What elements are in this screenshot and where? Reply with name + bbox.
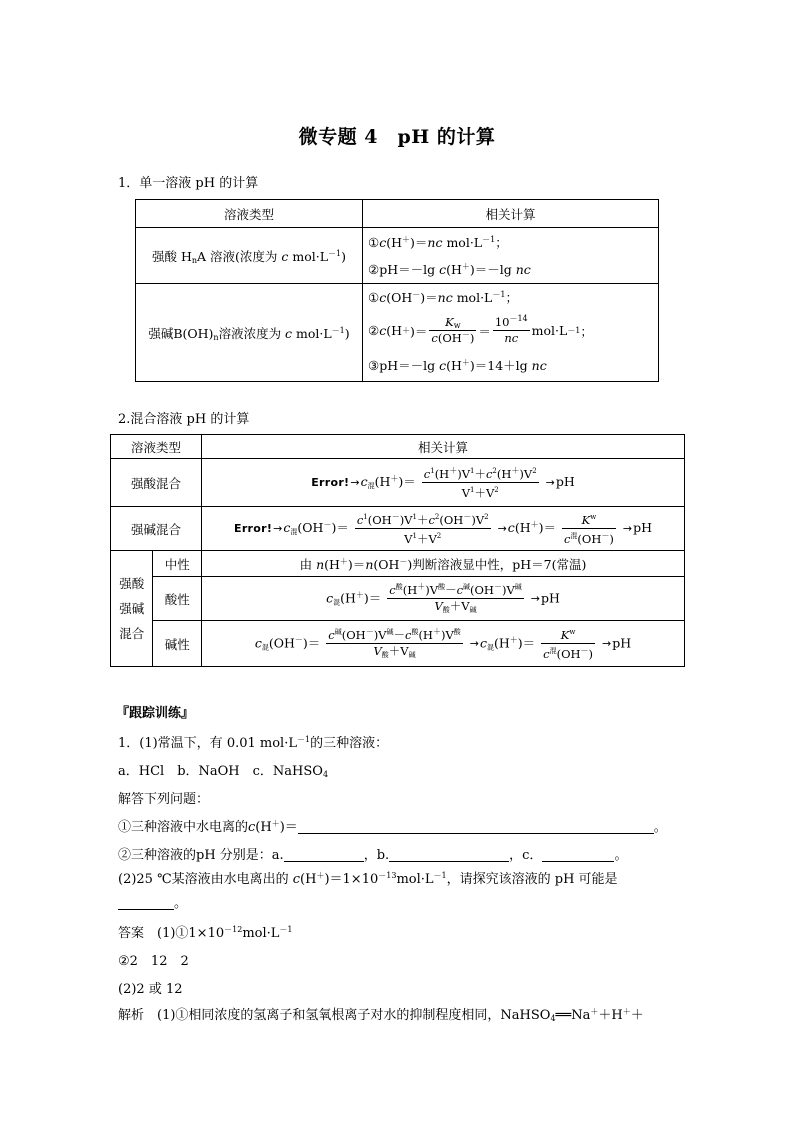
answer-line-2: ②2 12 2 [118, 954, 189, 969]
question-1-prompt: 解答下列问题： [118, 792, 210, 807]
answer-line-3: (2)2 或 12 [118, 982, 183, 997]
base-formula-1: ①c(OH－)＝nc $mol\cdot L^{-1}$； [368, 289, 518, 305]
base-formula-3: ③pH＝－lg c(H＋)＝14＋lg nc [368, 357, 547, 373]
neutral-row [111, 551, 685, 577]
basic-label: 碱性 [153, 621, 202, 667]
acidic-label: 酸性 [153, 577, 202, 621]
strong-acid-label: 强酸 $H_nA$ 溶液(浓度为 c $mol\cdot L^{-1}$) [136, 228, 363, 284]
answer-line-1: 答案 $(1)①1\times 10^{-12}mol\cdot L^{-1}$ [118, 925, 293, 941]
basic-row [111, 621, 685, 667]
table2-header-row [111, 435, 685, 459]
mixed-solution-table [110, 434, 685, 667]
ten-fraction: $\frac{10^{-14}}{nc}$ [494, 314, 528, 345]
analysis-line: 解析 (1)①相同浓度的氢离子和氢氧根离子对水的抑制程度相同，NaHSO$_4$══Na＋＋H＋＋ [118, 1007, 644, 1023]
strong-acid-mix-formula: Error!→c混(H＋)＝ $\frac{c^1(H^+)V^1+c^2(H^+)V^2}{V^1+V^2}$ →pH [202, 459, 685, 507]
question-1-options: a．HCl b．NaOH c．NaHSO$_4$ [118, 764, 329, 779]
question-1-intro: 1．(1)常温下，有 0.01 $mol\cdot L^{-1}$的三种溶液： [118, 735, 389, 751]
answer-blank-1[interactable] [298, 819, 654, 834]
base-formula-2: ② c (H ＋ )＝ $\frac{K_w}{c(OH^-)}$ ＝ $\frac{10^{-14}}{nc}$ mol·L －1 ； [368, 314, 593, 345]
acid-base-mix-group-label: 强酸 强碱 混合 [111, 551, 153, 667]
strong-base-row [136, 284, 659, 382]
answer-blank-b[interactable] [389, 847, 509, 862]
strong-acid-mix-row [111, 459, 685, 507]
section-2-heading: 2.混合溶液 pH 的计算 [118, 412, 250, 427]
question-1-part-3: (2)25 ℃某溶液由水电离出的 $c(H^+)=1\times 10^{-13}mol\cdot L^{-1}$，请探究该溶液的 pH 可能是 [118, 871, 618, 887]
question-1-part-2: ②三种溶液的pH 分别是：a. ，b. ，c． 。 [118, 848, 628, 863]
section-1-heading: 1．单一溶液 pH 的计算 [118, 176, 259, 191]
single-solution-table [135, 199, 659, 382]
strong-acid-row [136, 228, 659, 284]
answer-blank-c[interactable] [542, 847, 614, 862]
question-1-part-3-blank: 。 [118, 892, 187, 911]
neutral-formula: 由 n(H＋)＝n(OH－)判断溶液显中性，pH＝7(常温) [202, 551, 685, 577]
basic-kw-fraction: $\frac{K^w}{c^混(OH^-)}$ [541, 625, 595, 662]
base-mix-fraction: $\frac{c^1(OH^-)V^1+c^2(OH^-)V^2}{V^1+V^2}$ [356, 512, 489, 546]
acid-formula-2: ②pH＝－lg c(H＋)＝－lg nc [368, 261, 531, 277]
basic-formula: c混(OH－)＝ $\frac{c^碱(OH^-)V^碱-c^酸(H^+)V^酸}{\text{V酸＋V碱}}$ →c混(H＋)＝ $\frac{K^w}{c^混(OH^-)}$ →pH [202, 621, 685, 667]
strong-base-calc [363, 284, 659, 382]
header-related-calc: 相关计算 [363, 200, 659, 228]
strong-acid-mix-label: 强酸混合 [111, 459, 202, 507]
neutral-label: 中性 [153, 551, 202, 577]
page-title: 微专题 4 pH 的计算 [298, 126, 496, 148]
base-kw-fraction: $\frac{K^w}{c^混(OH^-)}$ [562, 510, 616, 547]
kw-fraction: $\frac{K_w}{c(OH^-)}$ [431, 315, 475, 345]
table-header-row [136, 200, 659, 228]
basic-fraction: $\frac{c^碱(OH^-)V^碱-c^酸(H^+)V^酸}{\text{V酸＋V碱}}$ [328, 626, 461, 659]
strong-base-mix-formula: Error!→c混(OH－)＝ $\frac{c^1(OH^-)V^1+c^2(OH^-)V^2}{V^1+V^2}$ →c(H＋)＝ $\frac{K^w}{c^混(OH^-)}$ →pH [202, 507, 685, 551]
strong-base-mix-label: 强碱混合 [111, 507, 202, 551]
table2-header-type: 溶液类型 [111, 435, 202, 459]
table2-header-calc: 相关计算 [202, 435, 685, 459]
header-solution-type: 溶液类型 [136, 200, 363, 228]
acid-mix-fraction: $\frac{c^1(H^+)V^1+c^2(H^+)V^2}{V^1+V^2}$ [423, 466, 537, 500]
answer-blank-a[interactable] [284, 847, 364, 862]
strong-base-label: 强碱$B(OH)_n$溶液浓度为 c $mol\cdot L^{-1}$) [136, 284, 363, 382]
acidic-fraction: $\frac{c^酸(H^+)V^酸-c^碱(OH^-)V^碱}{\text{V酸＋V碱}}$ [389, 581, 522, 614]
acidic-formula: c混(H＋)＝ $\frac{c^酸(H^+)V^酸-c^碱(OH^-)V^碱}{\text{V酸＋V碱}}$ →pH [202, 577, 685, 621]
question-1-part-1: ①三种溶液中水电离的c(H＋)＝ 。 [118, 819, 667, 835]
acid-formula-1: ①c(H＋)＝nc $mol\cdot L^{-1}$； [368, 234, 508, 250]
answer-blank-ph[interactable] [118, 895, 174, 910]
practice-heading: 『跟踪训练』 [116, 706, 195, 721]
acidic-row [111, 577, 685, 621]
strong-acid-calc [363, 228, 659, 284]
strong-base-mix-row [111, 507, 685, 551]
